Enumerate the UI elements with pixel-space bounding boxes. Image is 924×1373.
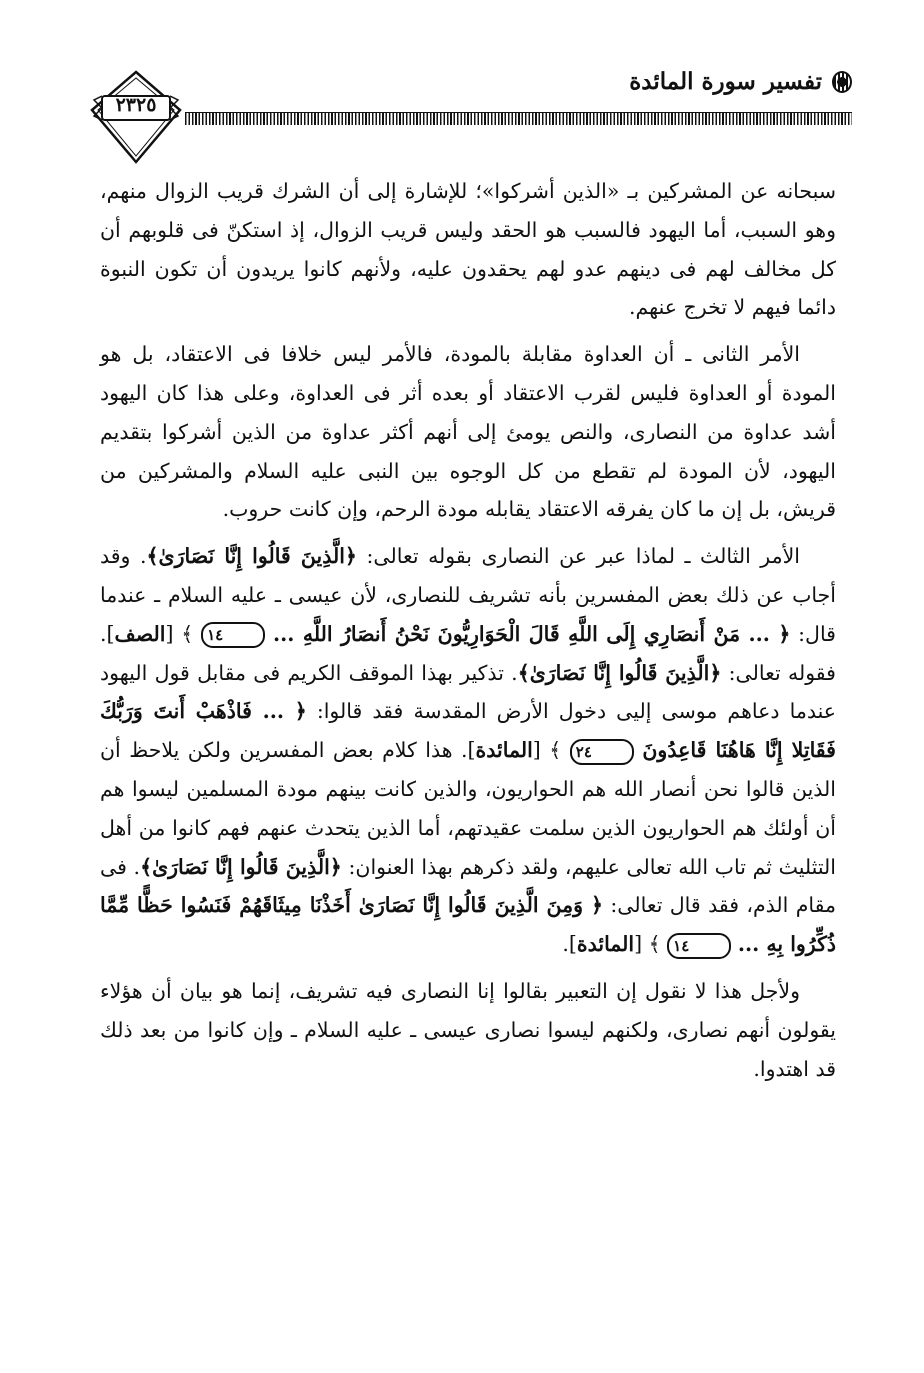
header-rule: [185, 112, 852, 125]
ayah-number-marker: ٢٤: [570, 739, 634, 765]
text-run: ﴾ [: [634, 932, 668, 957]
surah-reference: المائدة: [475, 738, 533, 763]
ornament-bullet-icon: [832, 71, 852, 93]
ayah-number-marker: ١٤: [667, 933, 731, 959]
ayah-number-marker: ١٤: [201, 622, 265, 648]
page-header: [80, 60, 852, 160]
surah-reference: المائدة: [576, 932, 635, 957]
text-run: . تذكير بهذا الموقف الكريم فى مقابل قول اليهود عندما دعاهم موسى إليى دخول الأرض المقدسة فقد قالوا:: [100, 660, 836, 724]
running-header: [629, 68, 852, 95]
quran-quote: ﴿ ... فَاذْهَبْ أَنتَ وَرَبُّكَ فَقَاتِلا إِنَّا هَاهُنَا قَاعِدُونَ: [100, 699, 836, 763]
page-number: ٢٣٢٥: [115, 94, 157, 116]
paragraph-1: سبحانه عن المشركين بـ «الذين أشركوا»؛ للإشارة إلى أن الشرك قريب الزوال منهم، وهو السبب، أما اليهود فالسبب هو الحقد وليس قريب الزوال، إذ استكنّ فى قلوبهم أن كل مخالف لهم فى دينهم عدو لهم يحقدون عليه، ولأنهم كانوا يريدون أن تكون النبوة دائما فيهم لا تخرج عنهم.: [100, 179, 836, 320]
text-run: ].: [562, 932, 577, 957]
text-run: ﴾ [: [165, 621, 202, 646]
text-run: ﴾ [: [532, 738, 570, 763]
diamond-frame-icon: [88, 70, 184, 164]
quran-quote: ﴿الَّذِينَ قَالُوا إِنَّا نَصَارَىٰ﴾: [140, 854, 342, 879]
quran-quote: ﴿ ... مَنْ أَنصَارِي إِلَى اللَّهِ قَالَ الْحَوَارِيُّونَ نَحْنُ أَنصَارُ اللَّهِ ...: [273, 621, 791, 646]
text-run: ]. هذا كلام بعض المفسرين ولكن يلاحظ أن الذين قالوا نحن أنصار الله هم الحواريون، والذين كانت بينهم مودة المسلمين ليسوا هم أن أولئك هم الحواريون الذين سلمت عقيدتهم، أما الذين يتحدث عنهم فهم كانوا من أهل التثليث ثم تاب الله تعالى عليهم، ولقد ذكرهم بهذا العنوان:: [100, 738, 836, 879]
paragraph-2: الأمر الثانى ـ أن العداوة مقابلة بالمودة، فالأمر ليس خلافا فى الاعتقاد، بل هو المودة أو العداوة فليس لقرب الاعتقاد أو بعده أثر فى العداوة، وعلى هذا كان اليهود أشد عداوة من النصارى، والنص يومئ إلى أنهم أكثر عداوة من الذين أشركوا بتقديم اليهود، لأن المودة لم تقطع من كل الوجوه بين النبى عليه السلام والمشركين من قريش، بل إن ما كان يفرقه الاعتقاد يقابله مودة الرحم، وإن كانت حروب.: [100, 342, 836, 522]
quran-quote: ﴿الَّذِينَ قَالُوا إِنَّا نَصَارَىٰ﴾: [146, 544, 357, 569]
page-number-badge: [88, 70, 184, 164]
text-run: الأمر الثالث ـ لماذا عبر عن النصارى بقوله تعالى:: [356, 544, 800, 569]
paragraph-4: ولأجل هذا لا نقول إن التعبير بقالوا إنا النصارى فيه تشريف، إنما هو بيان أن هؤلاء يقولون أنهم نصارى، ولكنهم ليسوا نصارى عيسى ـ عليه السلام ـ وإن كانوا من بعد ذلك قد اهتدوا.: [100, 978, 837, 1081]
text-run: . فى مقام الذم، فقد قال تعالى:: [100, 854, 836, 918]
text-run: ]. فقوله تعالى:: [100, 621, 836, 685]
text-run: . وقد أجاب عن ذلك بعض المفسرين بأنه تشريف للنصارى، لأن عيسى ـ عليه السلام ـ عندما قال:: [100, 544, 836, 646]
quran-quote: ﴿ وَمِنَ الَّذِينَ قَالُوا إِنَّا نَصَارَىٰ أَخَذْنَا مِيثَاقَهُمْ فَنَسُوا حَظًّا مِّمَّا ذُكِّرُوا بِهِ ...: [100, 893, 836, 957]
quran-quote: ﴿الَّذِينَ قَالُوا إِنَّا نَصَارَىٰ﴾: [517, 660, 722, 685]
surah-reference: الصف: [114, 621, 166, 646]
paragraph-3: [100, 537, 836, 964]
page-body: [100, 172, 836, 1096]
running-title: تفسير سورة المائدة: [629, 68, 822, 95]
